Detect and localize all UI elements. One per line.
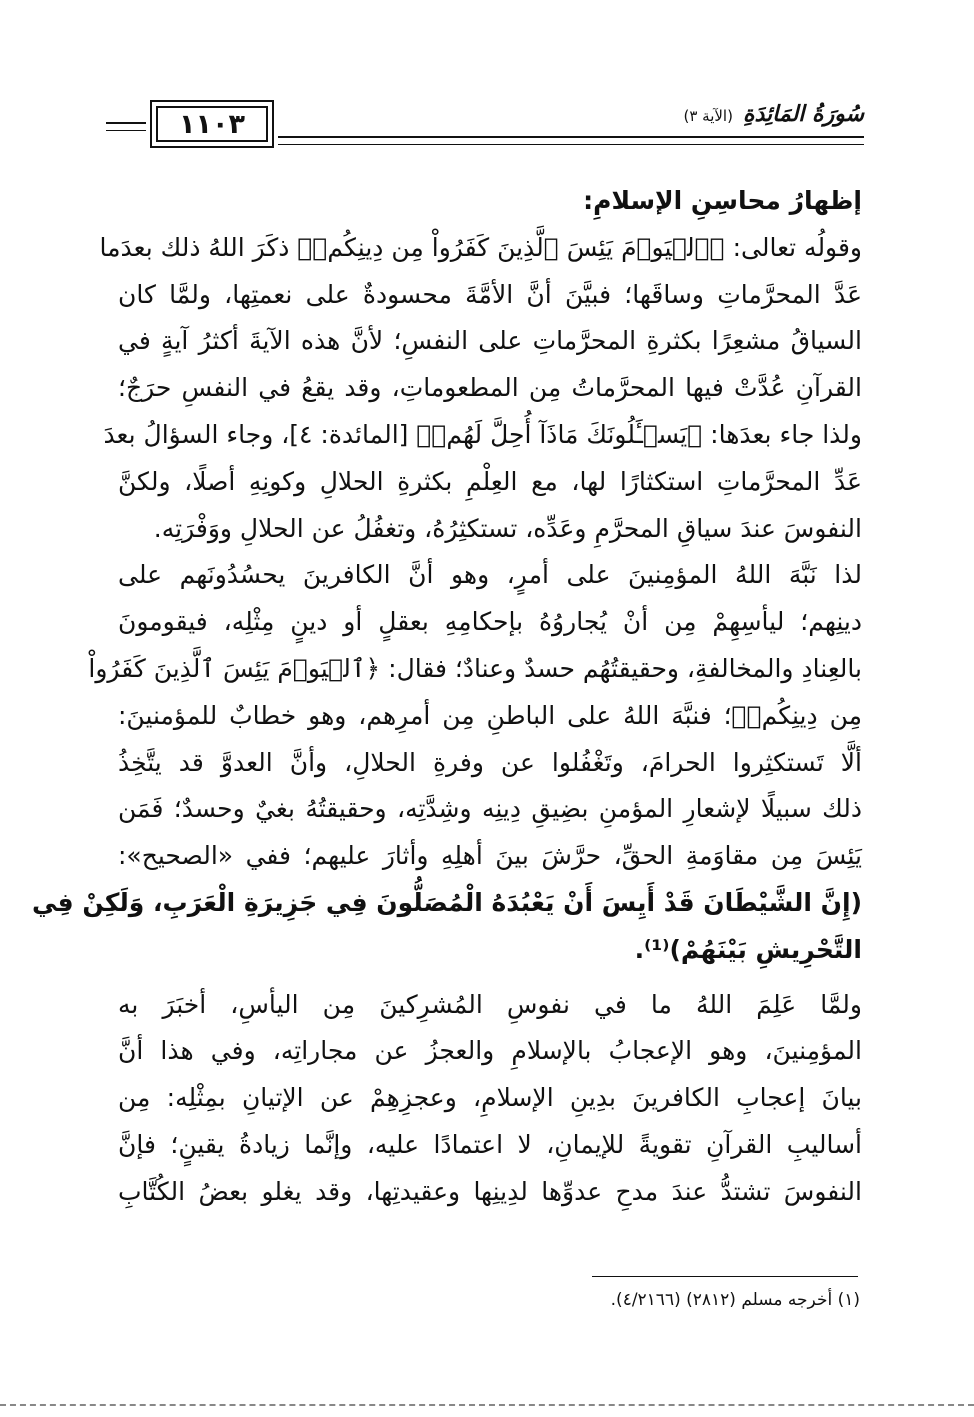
section-heading: إظهارُ محاسِنِ الإسلامِ: (583, 186, 862, 215)
scan-edge-line (0, 1404, 974, 1406)
body-line: لذا نَبَّهَ اللهُ المؤمِنينَ على أمرٍ، وهو أنَّ الكافرينَ يحسُدُونَهم على (118, 560, 862, 590)
body-line: المؤمِنينَ، وهو الإعجابُ بالإسلامِ والعجزُ عن مجاراتِه، وفي هذا أنَّ (118, 1036, 862, 1066)
body-line: النفوسَ تشتدُّ عندَ مدحِ عدوِّها لدِينِها وعقيدتِها، وقد يغلو بعضُ الكُتَّابِ (118, 1176, 862, 1206)
body-line: ألَّا تَستكثِروا الحرامَ، وتَغْفُلوا عن وفرةِ الحلالِ، وأنَّ العدوَّ قد يتَّخِذُ (118, 747, 862, 777)
hadith-line: (إِنَّ الشَّيْطَانَ قَدْ أَيِسَ أَنْ يَعْبُدَهُ الْمُصَلُّونَ فِي جَزِيرَةِ الْعَرَبِ، وَلَكِنْ فِي (31, 887, 862, 917)
verse-reference: (الآية ٣) (683, 107, 733, 125)
body-line: دينِهم؛ ليأسِهِمْ مِن أنْ يُجاروُهُ بإحكامِهِ بعقلٍ أو دينٍ مِثْلِه، فيقومونَ (118, 607, 862, 637)
body-line: القرآنِ عُدَّتْ فيها المحرَّماتُ مِن المطعوماتِ، وقد يقعُ في النفسِ حرَجٌ؛ (118, 373, 862, 403)
header-rule-right-top (278, 136, 864, 138)
body-line: وقولُه تعالى: ﴿ٱلۡيَوۡمَ يَئِسَ ٱلَّذِينَ كَفَرُواْ مِن دِينِكُمۡ﴾ ذكَرَ اللهُ ذلك بعدَما (99, 232, 862, 262)
body-line: ولمَّا عَلِمَ اللهُ ما في نفوسِ المُشرِكينَ مِن اليأسِ، أخبَرَ به (118, 989, 862, 1019)
body-line: بالعِنادِ والمخالفةِ، وحقيقتُهُم حسدٌ وعنادٌ؛ فقال: ﴿ٱلۡيَوۡمَ يَئِسَ ٱلَّذِينَ كَفَرُواْ (88, 653, 862, 683)
page-number-frame (150, 100, 274, 148)
body-line: عَدَّ المحرَّماتِ وساقَها؛ فبيَّنَ أنَّ الأمَّةَ محسودةٌ على نعمتِها، ولمَّا كان (118, 279, 862, 309)
header-rule-left-top (106, 122, 146, 124)
body-line: مِن دِينِكُمۡ﴾؛ فنبَّهَ اللهُ على الباطنِ مِن أمرِهم، وهو خطابٌ للمؤمنينَ: (118, 700, 862, 730)
footnote: (١) أخرجه مسلم (٢٨١٢) (٤/٢١٦٦). (610, 1290, 860, 1310)
surah-title: سُورَةُ المَائِدَةِ (742, 102, 864, 127)
hadith-line: التَّحْرِيشِ بَيْنَهُمْ)⁽¹⁾. (634, 934, 862, 964)
body-line: يَئِسَ مِن مقاوَمةِ الحقِّ، حرَّشَ بينَ أهلِهِ وأثارَ عليهم؛ ففي «الصحيح»: (118, 841, 862, 871)
paragraph-gap (118, 974, 862, 982)
body-line: بيانَ إعجابِ الكافرينَ بدِينِ الإسلامِ، وعجزِهِمْ عن الإتيانِ بمِثْلِه: مِن (118, 1083, 862, 1113)
page-number: ١١٠٣ (156, 106, 268, 142)
header-rule-right-bottom (278, 144, 864, 145)
header-rule-left-bottom (106, 130, 146, 131)
page-header (106, 98, 864, 160)
body-line: ولذا جاء بعدَها: ﴿يَسۡـَٔلُونَكَ مَاذَآ أُحِلَّ لَهُمۡ﴾ [المائدة: ٤]، وجاء السؤالُ بعدَ (103, 419, 862, 449)
body-line: السياقُ مشعِرًا بكثرةِ المحرَّماتِ على النفسِ؛ لأنَّ هذه الآيةَ أكثرُ آيةٍ في (118, 326, 862, 356)
body-line: عَدِّ المحرَّماتِ استكثارًا لها، مع العِلْمِ بكثرةِ الحلالِ وكونِهِ أصلًا، ولكنَّ (118, 466, 862, 496)
body-line: النفوسَ عندَ سياقِ المحرَّمِ وعَدِّه، تستكثِرُهُ، وتغفُلُ عن الحلالِ ووَفْرَتِه. (153, 513, 862, 543)
body-line: ذلك سبيلًا لإشعارِ المؤمنِ بضِيقِ دِينِه وشِدَّتِه، وحقيقتُهُ بغيٌ وحسدٌ؛ فَمَن (118, 794, 862, 824)
footnote-separator (592, 1276, 858, 1277)
body-line: أساليبِ القرآنِ تقويةً للإيمانِ، لا اعتمادًا عليه، وإنَّما زيادةُ يقينٍ؛ فإنَّ (118, 1129, 862, 1159)
running-head (683, 102, 864, 127)
page-body (31, 178, 862, 1216)
